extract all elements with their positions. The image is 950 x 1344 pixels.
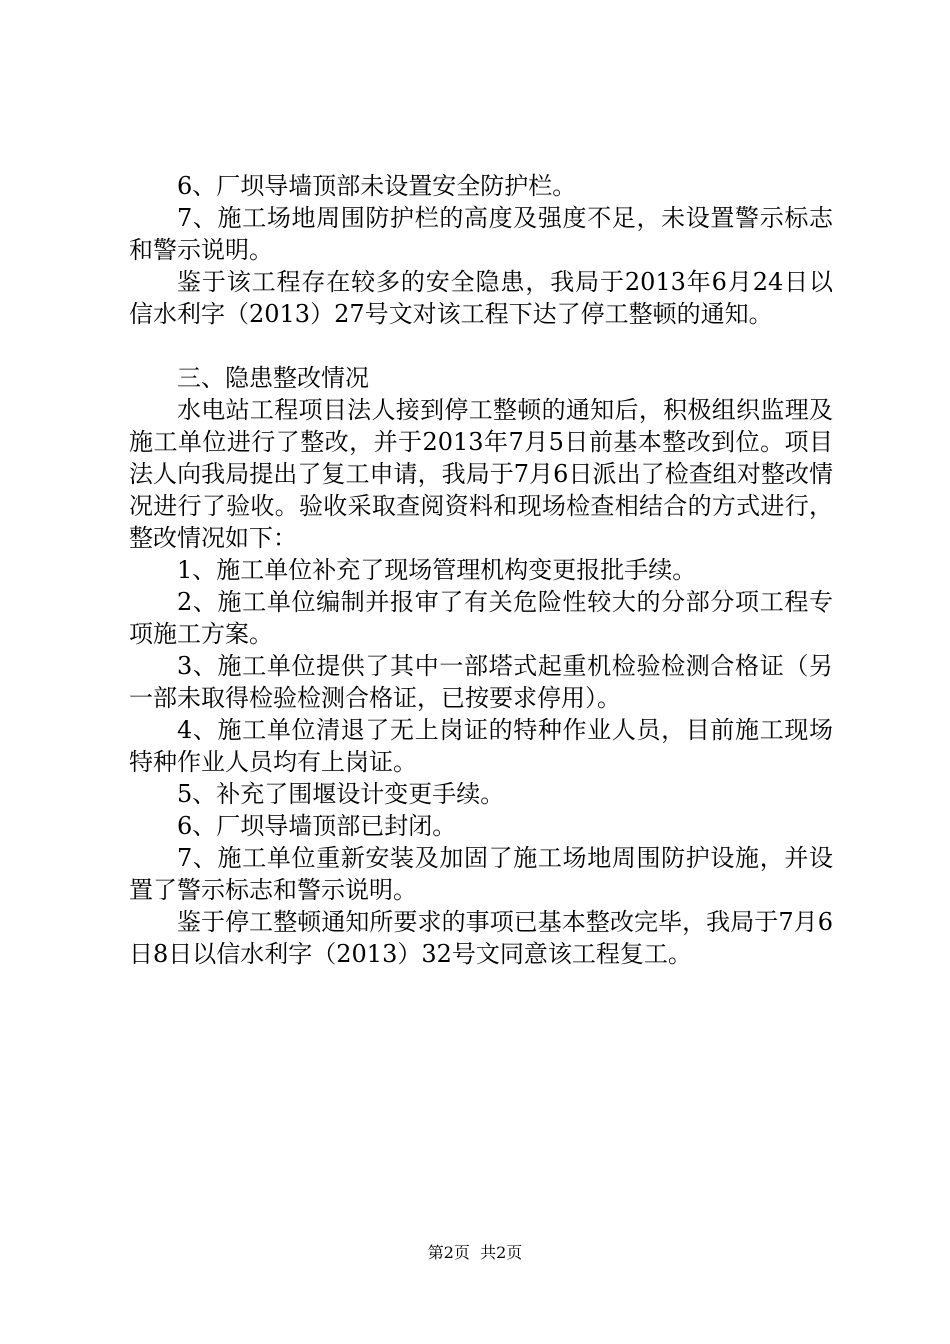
paragraph-rectification-intro: 水电站工程项目法人接到停工整顿的通知后，积极组织监理及施工单位进行了整改，并于2013年7月5日前基本整改到位。项目法人向我局提出了复工申请，我局于7月6日派出了检查组对整改情况进行了验收。验收采取查阅资料和现场检查相结合的方式进行，整改情况如下： <box>129 396 833 552</box>
paragraph-resumption-notice: 鉴于停工整顿通知所要求的事项已基本整改完毕，我局于7月6日8日以信水利字（2013）32号文同意该工程复工。 <box>129 908 833 968</box>
document-body <box>129 170 833 970</box>
paragraph-fix-3: 3、施工单位提供了其中一部塔式起重机检验检测合格证（另一部未取得检验检测合格证，已按要求停用）。 <box>129 652 833 712</box>
paragraph-item-6: 6、厂坝导墙顶部未设置安全防护栏。 <box>177 172 577 200</box>
paragraph-fix-1: 1、施工单位补充了现场管理机构变更报批手续。 <box>177 556 697 584</box>
page-number-label: 第2页 共2页 <box>427 1243 523 1262</box>
page-footer <box>0 1243 950 1263</box>
paragraph-fix-6: 6、厂坝导墙顶部已封闭。 <box>177 812 457 840</box>
paragraph-fix-7: 7、施工单位重新安装及加固了施工场地周围防护设施，并设置了警示标志和警示说明。 <box>129 844 833 904</box>
paragraph-suspension-notice: 鉴于该工程存在较多的安全隐患，我局于2013年6月24日以信水利字（2013）27号文对该工程下达了停工整顿的通知。 <box>129 268 833 328</box>
paragraph-fix-5: 5、补充了围堰设计变更手续。 <box>177 780 505 808</box>
paragraph-fix-2: 2、施工单位编制并报审了有关危险性较大的分部分项工程专项施工方案。 <box>129 588 833 648</box>
section-heading-rectification: 三、隐患整改情况 <box>177 364 369 392</box>
paragraph-fix-4: 4、施工单位清退了无上岗证的特种作业人员，目前施工现场特种作业人员均有上岗证。 <box>129 716 833 776</box>
paragraph-item-7: 7、施工场地周围防护栏的高度及强度不足，未设置警示标志和警示说明。 <box>129 204 833 264</box>
